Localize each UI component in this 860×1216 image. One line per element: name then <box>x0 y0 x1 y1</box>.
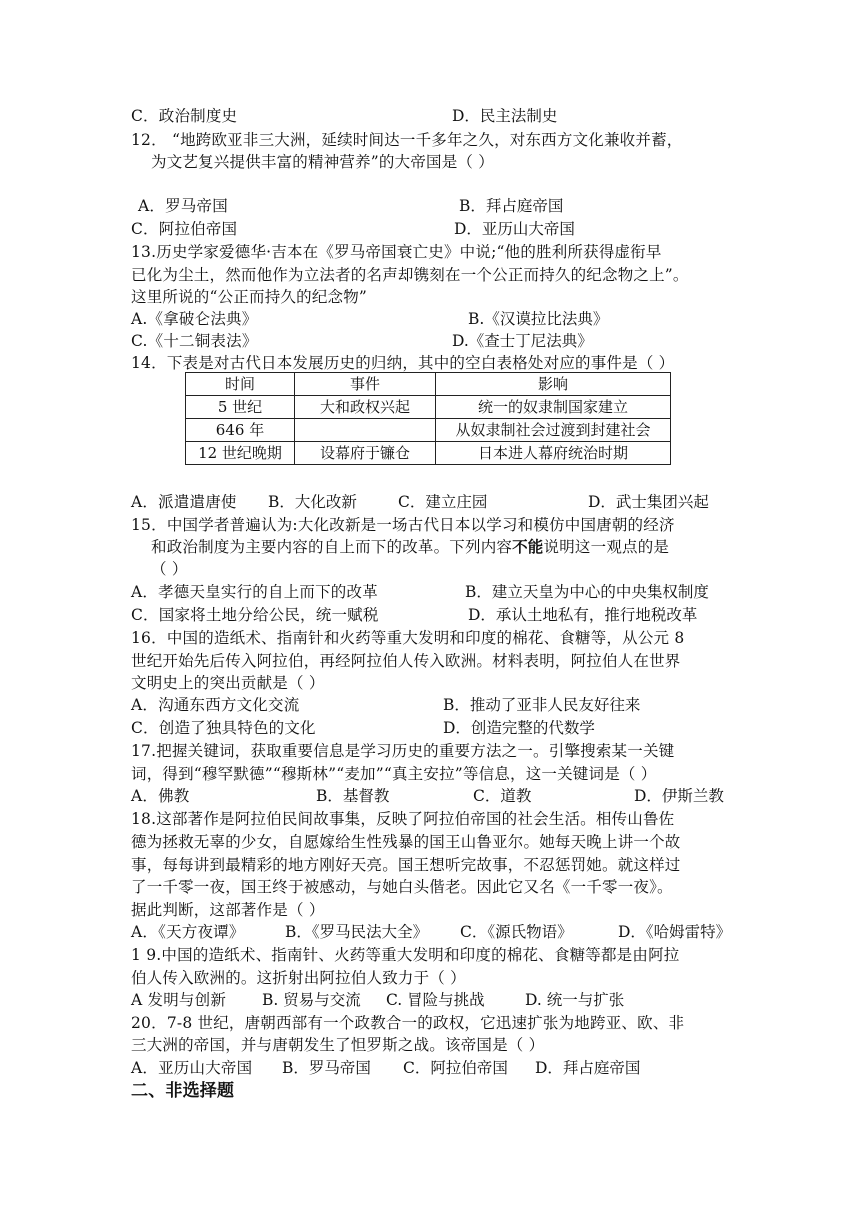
section-heading: 二、非选择题 <box>131 1081 235 1101</box>
q15-emphasis-text: 不能 <box>512 538 544 556</box>
q16-stem-line3: 文明史上的突出贡献是（ ） <box>131 674 325 692</box>
q13-option-a: A.《拿破仑法典》 <box>131 310 258 328</box>
q17-option-a: A．佛教 <box>131 787 190 805</box>
q20-stem-line1: 20．7-8 世纪，唐朝西部有一个政教合一的政权，它迅速扩张为地跨亚、欧、非 <box>131 1014 685 1032</box>
q11-option-d: D．民主法制史 <box>452 107 558 125</box>
q17-stem-line1: 17.把握关键词，获取重要信息是学习历史的重要方法之一。引擎搜索某一关键 <box>131 742 675 760</box>
q18-option-b: B．《罗马民法大全》 <box>285 923 429 941</box>
q18-stem-line1: 18.这部著作是阿拉伯民间故事集，反映了阿拉伯帝国的社会生活。相传山鲁佐 <box>131 810 675 828</box>
table-row <box>186 419 671 442</box>
q15-stem-text: 和政治制度为主要内容的自上而下的改革。下列内容 <box>151 538 513 556</box>
q16-option-c: C．创造了独具特色的文化 <box>131 719 316 737</box>
q14-option-a: A．派遣遣唐使 <box>131 493 237 511</box>
q15-stem-line3: （ ） <box>151 560 188 578</box>
q15-stem-line1: 15．中国学者普遍认为:大化改新是一场古代日本以学习和模仿中国唐朝的经济 <box>131 516 675 534</box>
table-row <box>186 396 671 419</box>
q14-option-c: C．建立庄园 <box>398 493 488 511</box>
q20-option-b: B．罗马帝国 <box>282 1059 371 1077</box>
q19-option-d: D. 统一与扩张 <box>525 991 625 1009</box>
table-header-event: 事件 <box>295 373 436 396</box>
q19-option-a: A 发明与创新 <box>131 991 227 1009</box>
q15-option-a: A．孝德天皇实行的自上而下的改革 <box>131 583 378 601</box>
table-cell: 5 世纪 <box>186 396 295 419</box>
q19-option-c: C. 冒险与挑战 <box>386 991 485 1009</box>
table-cell: 日本进人幕府统治时期 <box>436 442 671 465</box>
q16-option-a: A．沟通东西方文化交流 <box>131 696 300 714</box>
q17-option-d: D．伊斯兰教 <box>634 787 724 805</box>
q13-stem-line2: 已化为尘土，然而他作为立法者的名声却镌刻在一个公正而持久的纪念物之上”。 <box>131 266 689 284</box>
q19-stem-line1: 1 9.中国的造纸术、指南针、火药等重大发明和印度的棉花、食糖等都是由阿拉 <box>131 946 680 964</box>
q20-option-c: C．阿拉伯帝国 <box>403 1059 508 1077</box>
q12-stem-line2: 为文艺复兴提供丰富的精神营养”的大帝国是（ ） <box>151 153 494 171</box>
q13-option-d: D.《查士丁尼法典》 <box>452 332 593 350</box>
table-header-impact: 影响 <box>436 373 671 396</box>
q13-option-c: C.《十二铜表法》 <box>131 332 258 350</box>
q13-stem-line1: 13.历史学家爱德华·吉本在《罗马帝国衰亡史》中说;“他的胜利所获得虚衔早 <box>131 243 662 261</box>
table-cell: 大和政权兴起 <box>295 396 436 419</box>
q18-option-c: C．《源氏物语》 <box>460 923 573 941</box>
q18-option-a: A．《天方夜谭》 <box>131 923 245 941</box>
q13-stem-line3: 这里所说的“公正而持久的纪念物” <box>131 288 368 306</box>
table-cell: 统一的奴隶制国家建立 <box>436 396 671 419</box>
q14-option-b: B．大化改新 <box>268 493 357 511</box>
q20-stem-line2: 三大洲的帝国，并与唐朝发生了怛罗斯之战。该帝国是（ ） <box>131 1036 545 1054</box>
q15-stem-line2 <box>151 537 669 557</box>
q12-option-d: D．亚历山大帝国 <box>454 220 575 238</box>
q12-option-a: A．罗马帝国 <box>138 197 228 215</box>
q16-option-d: D．创造完整的代数学 <box>443 719 595 737</box>
q18-stem-line4: 了一千零一夜，国王终于被感动，与她白头偕老。因此它又名《一千零一夜》。 <box>131 878 673 896</box>
table-header-time: 时间 <box>186 373 295 396</box>
table-cell: 从奴隶制社会过渡到封建社会 <box>436 419 671 442</box>
q12-option-b: B．拜占庭帝国 <box>459 197 564 215</box>
q15-option-c: C．国家将土地分给公民，统一赋税 <box>131 606 379 624</box>
table-cell: 12 世纪晚期 <box>186 442 295 465</box>
q14-option-d: D．武士集团兴起 <box>588 493 709 511</box>
q19-option-b: B. 贸易与交流 <box>262 991 361 1009</box>
q18-stem-line3: 事，每每讲到最精彩的地方刚好天亮。国王想听完故事，不忍惩罚她。就这样过 <box>131 856 681 874</box>
q19-stem-line2: 伯人传入欧洲的。这折射出阿拉伯人致力于（ ） <box>131 969 466 987</box>
q15-option-d: D．承认土地私有，推行地税改革 <box>468 606 698 624</box>
table-row <box>186 442 671 465</box>
q16-stem-line1: 16．中国的造纸术、指南针和火药等重大发明和印度的棉花、食糖等，从公元 8 <box>131 629 685 647</box>
table-cell-blank <box>295 419 436 442</box>
table-cell: 设幕府于镰仓 <box>295 442 436 465</box>
q20-option-a: A．亚历山大帝国 <box>131 1059 253 1077</box>
q15-option-b: B．建立天皇为中心的中央集权制度 <box>465 583 709 601</box>
table-cell: 646 年 <box>186 419 295 442</box>
q18-option-d: D．《哈姆雷特》 <box>618 923 732 941</box>
table-header-row <box>186 373 671 396</box>
q14-history-table <box>185 372 671 465</box>
q15-stem-text: 说明这一观点的是 <box>543 538 670 556</box>
q11-option-c: C．政治制度史 <box>131 107 238 125</box>
q18-stem-line2: 德为拯救无辜的少女，自愿嫁给生性残暴的国王山鲁亚尔。她每天晚上讲一个故 <box>131 833 681 851</box>
q12-stem-line1: 12． “地跨欧亚非三大洲，延续时间达一千多年之久，对东西方文化兼收并蓄， <box>131 131 683 149</box>
q17-option-c: C．道教 <box>473 787 532 805</box>
q17-stem-line2: 词，得到“穆罕默德”“穆斯林”“麦加”“真主安拉”等信息，这一关键词是（ ） <box>131 765 657 783</box>
q20-option-d: D．拜占庭帝国 <box>535 1059 641 1077</box>
q18-stem-line5: 据此判断，这部著作是（ ） <box>131 901 325 919</box>
q12-option-c: C．阿拉伯帝国 <box>131 220 238 238</box>
q16-option-b: B．推动了亚非人民友好往来 <box>443 696 641 714</box>
q14-stem: 14．下表是对古代日本发展历史的归纳，其中的空白表格处对应的事件是（ ） <box>131 354 675 372</box>
q13-option-b: B.《汉谟拉比法典》 <box>468 310 609 328</box>
q16-stem-line2: 世纪开始先后传入阿拉伯，再经阿拉伯人传入欧洲。材料表明，阿拉伯人在世界 <box>131 652 681 670</box>
q17-option-b: B．基督教 <box>316 787 390 805</box>
